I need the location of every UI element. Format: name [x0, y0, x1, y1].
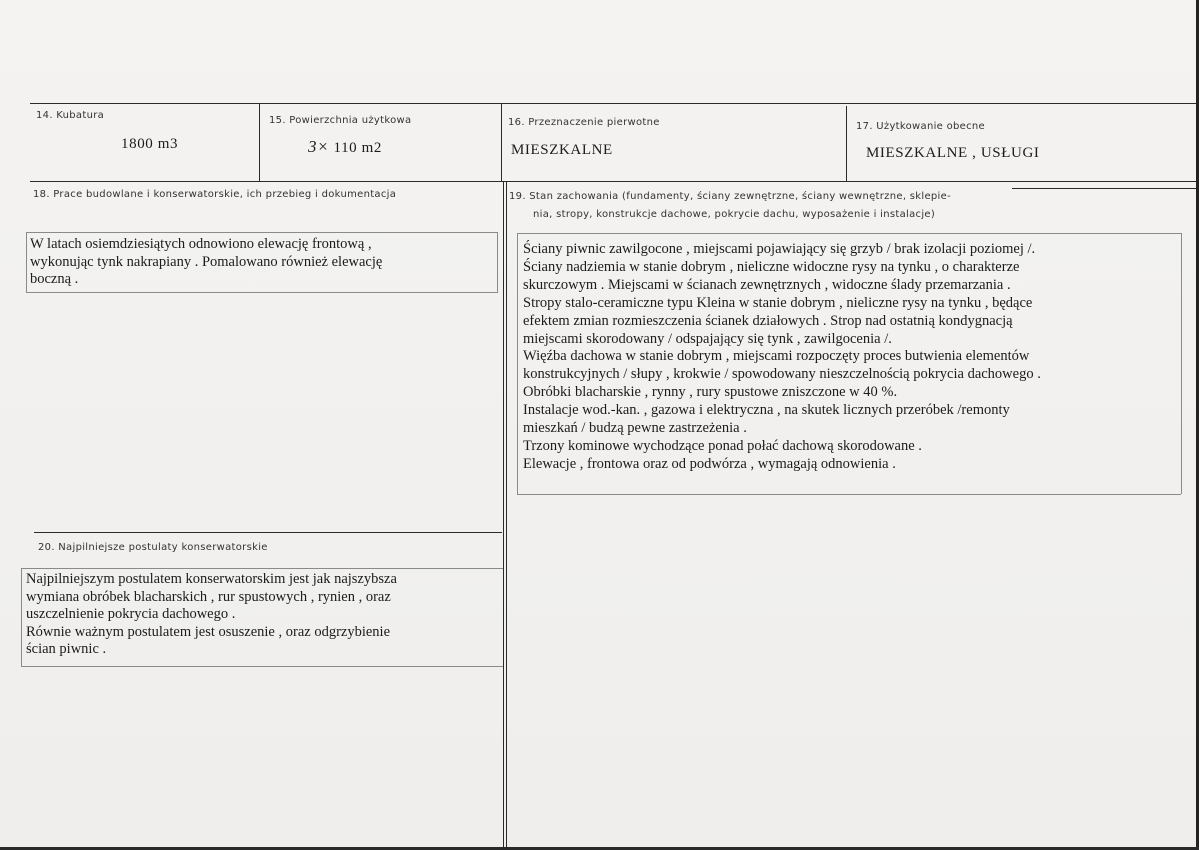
section-20-textbox-bottom — [21, 666, 503, 667]
header-divider-3 — [846, 106, 847, 181]
field-15-area: 110 m2 — [333, 140, 382, 156]
section-18-textbox-bottom — [26, 292, 498, 293]
field-17-label: 17. Użytkowanie obecne — [856, 121, 986, 132]
section-20-top-rule — [34, 532, 502, 533]
column-divider-inner — [506, 182, 507, 848]
field-15-label: 15. Powierzchnia użytkowa — [269, 115, 412, 126]
field-16-value: MIESZKALNE — [511, 142, 613, 158]
section-19-text: Ściany piwnic zawilgocone , miejscami pojawiający się grzyb / brak izolacji poziomej /. Ściany nadziemia w stanie dobrym , nieliczne widoczne rysy na tynku , o charakterze skurczowym . Miejscami w ścianach zewnętrznych , widoczne ślady przemarzania . Stropy stalo-ceramiczne typu Kleina w stanie dobrym , nieliczne rysy na tynku , będące efektem zmian rozmieszczenia ścianek działowych . Strop nad ostatnią kondygnacją miejscami skorodowany / odspajający się tynk , zawilgocenia /. Więźba dachowa w stanie dobrym , miejscami rozpoczęty proces butwienia elementów konstrukcyjnych / słupy , krokwie / spowodowany nieszczelnością pokrycia dachowego . Obróbki blacharskie , rynny , rury spustowe zniszczone w 40 %. Instalacje wod.-kan. , gazowa i elektryczna , na skutek licznych przeróbek /remonty mieszkań / budzą pewne zastrzeżenia . Trzony kominowe wychodzące ponad połać dachową skorodowane . Elewacje , frontowa oraz od podwórza , wymagają odnowienia . — [523, 241, 1041, 472]
field-14-value: 1800 m3 — [121, 136, 179, 152]
header-divider-2 — [501, 104, 502, 181]
section-19-textbox-left — [517, 233, 518, 494]
column-divider — [503, 182, 504, 848]
section-18-text: W latach osiemdziesiątych odnowiono elewację frontową , wykonując tynk nakrapiany . Pomalowano również elewację boczną . — [30, 236, 383, 288]
field-14-label: 14. Kubatura — [36, 110, 105, 121]
section-18-textbox-right — [497, 232, 498, 292]
section-18-textbox-left — [26, 232, 27, 292]
section-18-label: 18. Prace budowlane i konserwatorskie, ich przebieg i dokumentacja — [33, 189, 397, 200]
section-19-top-rule — [1012, 188, 1196, 189]
field-16-label: 16. Przeznaczenie pierwotne — [508, 117, 660, 128]
section-19-textbox-bottom — [517, 494, 1181, 495]
section-20-textbox-left — [21, 568, 22, 666]
section-19-label-line1: 19. Stan zachowania (fundamenty, ściany zewnętrzne, ściany wewnętrzne, sklepie- — [509, 191, 951, 202]
section-20-label: 20. Najpilniejsze postulaty konserwatorskie — [38, 542, 268, 553]
header-divider-1 — [259, 103, 260, 181]
section-19-label-line2: nia, stropy, konstrukcje dachowe, pokrycie dachu, wyposażenie i instalacje) — [533, 209, 936, 220]
field-15-value — [308, 137, 382, 157]
field-17-value: MIESZKALNE , USŁUGI — [866, 145, 1040, 161]
section-19-textbox-right — [1181, 233, 1182, 494]
header-top-rule — [30, 103, 1196, 104]
section-19-textbox-top — [517, 233, 1181, 234]
section-20-textbox-top — [21, 568, 503, 569]
section-18-textbox-top — [26, 232, 498, 233]
field-15-handwritten-multiplier: 3× — [308, 137, 330, 156]
header-bottom-rule — [30, 181, 1196, 182]
section-20-text: Najpilniejszym postulatem konserwatorskim jest jak najszybsza wymiana obróbek blacharskich , rur spustowych , rynien , oraz uszczelnienie pokrycia dachowego . Równie ważnym postulatem jest osuszenie , oraz odgrzybienie ścian piwnic . — [26, 571, 397, 658]
